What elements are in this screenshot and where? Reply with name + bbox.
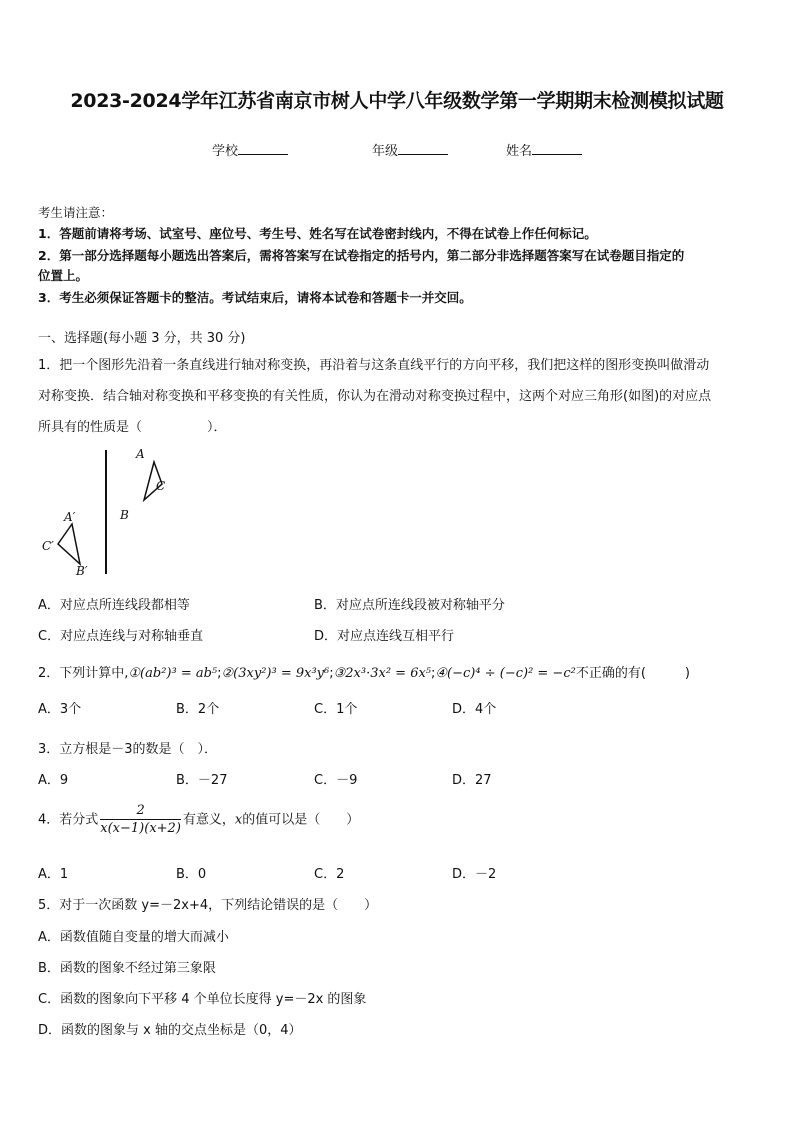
- q4-option-b[interactable]: B．0: [176, 867, 207, 882]
- name-label: 姓名: [506, 144, 533, 159]
- note-item-2a: 2．第一部分选择题每小题选出答案后，需将答案写在试卷指定的括号内，第二部分非选择题答案写在试卷题目指定的: [38, 248, 685, 263]
- triangle-a2b2c2: [58, 524, 80, 564]
- q3-stem: 3．立方根是－3的数是（ ）．: [38, 742, 218, 757]
- label-A: A: [136, 447, 145, 461]
- q1-line-3: 所具有的性质是（ ）．: [38, 420, 227, 435]
- q4-stem: [38, 802, 359, 838]
- q2-expr-1: ①(ab²)³ = ab⁵: [128, 666, 218, 681]
- q1-option-b[interactable]: B．对应点所连线段被对称轴平分: [314, 598, 505, 613]
- q5-option-d[interactable]: D．函数的图象与 x 轴的交点坐标是（0，4）: [38, 1023, 302, 1038]
- q1-option-a[interactable]: A．对应点所连线段都相等: [38, 598, 190, 613]
- q2-prefix: 2．下列计算中,: [38, 666, 129, 681]
- label-C: C: [156, 479, 166, 493]
- q4-option-a[interactable]: A．1: [38, 867, 69, 882]
- q3-option-c[interactable]: C．－9: [314, 773, 358, 788]
- q5-option-a[interactable]: A．函数值随自变量的增大而减小: [38, 930, 229, 945]
- label-B: B: [120, 508, 129, 522]
- q2-expr-3: ③2x³·3x² = 6x⁵: [333, 666, 432, 681]
- q4-fraction: [100, 802, 181, 838]
- grade-field: [372, 140, 448, 159]
- q4-suffix2: 的值可以是（ ）: [242, 812, 360, 828]
- label-A2: A′: [64, 510, 76, 524]
- q4-var: x: [234, 812, 243, 828]
- note-item-3: 3．考生必须保证答题卡的整洁。考试结束后，请将本试卷和答题卡一并交回。: [38, 290, 472, 305]
- school-blank[interactable]: [238, 142, 288, 155]
- name-field: [506, 140, 582, 159]
- q5-stem: 5．对于一次函数 y=－2x+4，下列结论错误的是（ ）: [38, 898, 378, 913]
- grade-blank[interactable]: [398, 142, 448, 155]
- note-item-2b: 位置上。: [38, 268, 89, 283]
- q2-expr-2: ②(3xy²)³ = 9x³y⁶: [221, 666, 330, 681]
- q2-stem: 2．下列计算中,①(ab²)³ = ab⁵;②(3xy²)³ = 9x³y⁶;③2x³·3x² = 6x⁵;④(−c)⁴ ÷ (−c)² = −c²不正确的有( ): [38, 666, 690, 681]
- page-title: 2023-2024学年江苏省南京市树人中学八年级数学第一学期期末检测模拟试题: [70, 90, 724, 112]
- section-heading: 一、选择题(每小题 3 分，共 30 分): [38, 331, 246, 346]
- school-label: 学校: [212, 144, 239, 159]
- q1-option-c[interactable]: C．对应点连线与对称轴垂直: [38, 629, 204, 644]
- q4-option-d[interactable]: D．－2: [452, 867, 497, 882]
- school-field: [212, 140, 288, 159]
- q3-option-b[interactable]: B．－27: [176, 773, 228, 788]
- q2-suffix: 不正确的有( ): [575, 666, 690, 681]
- q3-option-a[interactable]: A．9: [38, 773, 69, 788]
- q4-denominator: x(x−1)(x+2): [100, 821, 181, 836]
- grade-label: 年级: [372, 144, 399, 159]
- q2-expr-4: ④(−c)⁴ ÷ (−c)² = −c²: [435, 666, 576, 681]
- q1-line-1: 1．把一个图形先沿着一条直线进行轴对称变换，再沿着与这条直线平行的方向平移，我们把这样的图形变换叫做滑动: [38, 358, 710, 373]
- notes-heading: 考生请注意：: [38, 205, 114, 220]
- q1-line-2: 对称变换．结合轴对称变换和平移变换的有关性质，你认为在滑动对称变换过程中，这两个对应三角形(如图)的对应点: [38, 389, 712, 404]
- q2-option-c[interactable]: C．1个: [314, 702, 358, 717]
- q5-option-b[interactable]: B．函数的图象不经过第三象限: [38, 961, 216, 976]
- name-blank[interactable]: [532, 142, 582, 155]
- q4-prefix: 4．若分式: [38, 812, 99, 828]
- q4-option-c[interactable]: C．2: [314, 867, 345, 882]
- q4-suffix: 有意义，: [182, 812, 235, 828]
- label-C2: C′: [42, 539, 54, 553]
- q4-numerator: 2: [100, 802, 181, 820]
- note-item-1: 1．答题前请将考场、试室号、座位号、考生号、姓名写在试卷密封线内，不得在试卷上作任何标记。: [38, 226, 597, 241]
- q1-option-d[interactable]: D．对应点连线互相平行: [314, 629, 455, 644]
- q2-option-b[interactable]: B．2个: [176, 702, 220, 717]
- q3-option-d[interactable]: D．27: [452, 773, 492, 788]
- q2-option-d[interactable]: D．4个: [452, 702, 497, 717]
- q2-option-a[interactable]: A．3个: [38, 702, 82, 717]
- label-B2: B′: [76, 564, 88, 578]
- q5-option-c[interactable]: C．函数的图象向下平移 4 个单位长度得 y=－2x 的图象: [38, 992, 367, 1007]
- q1-figure: [36, 444, 186, 584]
